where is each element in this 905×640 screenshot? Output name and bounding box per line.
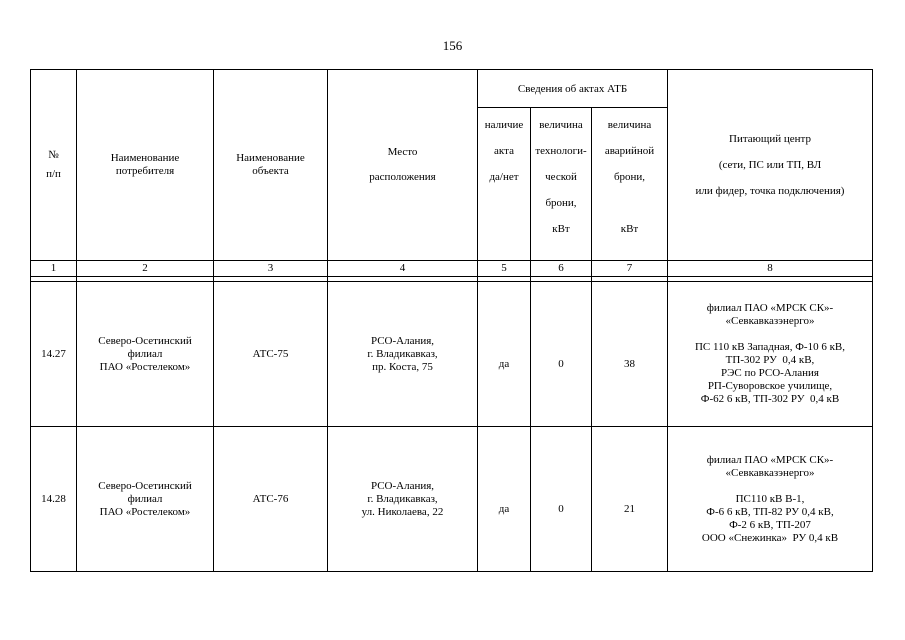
tech-reserve-cell: 0 [531,427,592,572]
header-tech-reserve: величина технологи- ческой брони, кВт [531,108,592,261]
row-number: 14.28 [31,427,77,572]
column-number: 7 [592,261,668,277]
table-row [31,427,873,572]
header-num: № п/п [31,70,77,261]
column-number: 8 [668,261,873,277]
header-emergency-reserve: величина аварийной брони, кВт [592,108,668,261]
column-number: 5 [478,261,531,277]
column-number: 6 [531,261,592,277]
header-consumer: Наименование потребителя [77,70,214,261]
header-act: наличие акта да/нет [478,108,531,261]
header-feed-center: Питающий центр (сети, ПС или ТП, ВЛ или фидер, точка подключения) [668,70,873,261]
page-number: 156 [442,38,463,53]
emergency-reserve-cell: 21 [592,427,668,572]
emergency-reserve-cell: 38 [592,282,668,427]
act-cell: да [478,427,531,572]
location-cell: РСО-Алания, г. Владикавказ, пр. Коста, 75 [328,282,478,427]
column-number: 4 [328,261,478,277]
header-atb-group: Сведения об актах АТБ [478,70,668,108]
consumer-cell: Северо-Осетинский филиал ПАО «Ростелеком» [77,427,214,572]
table-row [31,282,873,427]
atb-table [30,69,873,572]
act-cell: да [478,282,531,427]
header-location: Место расположения [328,70,478,261]
location-cell: РСО-Алания, г. Владикавказ, ул. Николаева, 22 [328,427,478,572]
object-cell: АТС-75 [214,282,328,427]
feed-center-cell: филиал ПАО «МРСК СК»- «Севкавказэнерго» ПС 110 кВ Западная, Ф-10 6 кВ, ТП-302 РУ 0,4 кВ, РЭС по РСО-Алания РП-Суворовское училище, Ф-62 6 кВ, ТП-302 РУ 0,4 кВ [668,282,873,427]
feed-center-cell: филиал ПАО «МРСК СК»- «Севкавказэнерго» ПС110 кВ В-1, Ф-6 6 кВ, ТП-82 РУ 0,4 кВ, Ф-2 6 кВ, ТП-207 ООО «Снежинка» РУ 0,4 кВ [668,427,873,572]
consumer-cell: Северо-Осетинский филиал ПАО «Ростелеком» [77,282,214,427]
header-row-1 [31,70,873,108]
row-number: 14.27 [31,282,77,427]
column-number-row [31,261,873,277]
column-number: 1 [31,261,77,277]
column-number: 2 [77,261,214,277]
column-number: 3 [214,261,328,277]
header-object: Наименование объекта [214,70,328,261]
tech-reserve-cell: 0 [531,282,592,427]
object-cell: АТС-76 [214,427,328,572]
